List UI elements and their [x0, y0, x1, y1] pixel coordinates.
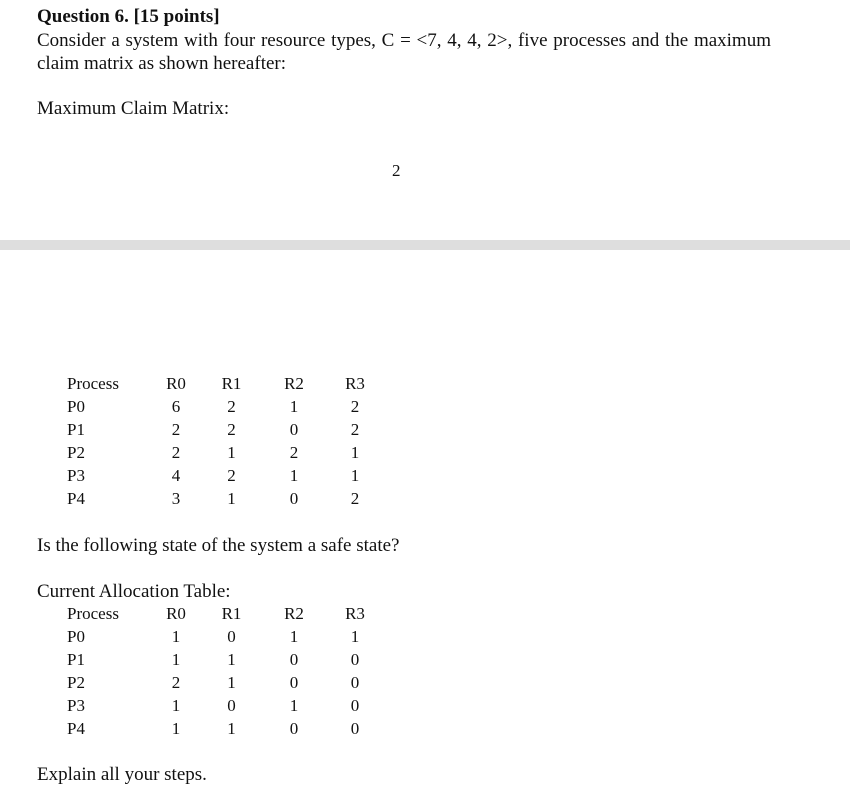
table-row [67, 487, 385, 510]
table-cell: 1 [171, 695, 181, 715]
table-row [67, 694, 385, 717]
table-cell: 2 [227, 396, 236, 416]
explain-instruction: Explain all your steps. [37, 764, 207, 785]
allocation-table [67, 602, 385, 740]
table-cell: 2 [171, 672, 181, 692]
table-cell: 1 [227, 649, 236, 669]
table-cell: 2 [350, 488, 360, 508]
table-cell: 1 [350, 626, 360, 646]
question-intro: Consider a system with four resource types, C = <7, 4, 4, 2>, five processes and the maximum claim matrix as shown hereafter: [37, 30, 771, 74]
table-cell: 0 [289, 488, 299, 508]
table-cell: 1 [289, 626, 299, 646]
header-cell: Process [67, 603, 119, 623]
table-header-row [67, 372, 385, 395]
header-cell: R3 [345, 603, 365, 623]
table-cell: 1 [350, 465, 360, 485]
header-cell: R0 [166, 373, 186, 393]
page-separator [0, 240, 850, 250]
header-cell: R0 [166, 603, 186, 623]
table-cell: 2 [227, 465, 236, 485]
table-row [67, 464, 385, 487]
table-cell: 0 [350, 718, 360, 738]
max-claim-label: Maximum Claim Matrix: [37, 98, 230, 119]
table-cell: 2 [227, 419, 236, 439]
table-cell: 1 [227, 442, 236, 462]
table-cell: P0 [67, 396, 85, 416]
header-cell: R2 [284, 373, 304, 393]
table-cell: 1 [171, 649, 181, 669]
table-cell: P2 [67, 442, 85, 462]
table-cell: 2 [350, 419, 360, 439]
table-row [67, 717, 385, 740]
table-cell: 1 [289, 695, 299, 715]
table-row [67, 671, 385, 694]
header-cell: Process [67, 373, 119, 393]
table-cell: 0 [227, 626, 236, 646]
allocation-label: Current Allocation Table: [37, 581, 231, 602]
header-cell: R2 [284, 603, 304, 623]
table-cell: 0 [227, 695, 236, 715]
header-cell: R3 [345, 373, 365, 393]
table-cell: P2 [67, 672, 85, 692]
table-cell: 1 [227, 718, 236, 738]
table-cell: 2 [171, 419, 181, 439]
table-cell: 0 [289, 718, 299, 738]
table-cell: 0 [289, 419, 299, 439]
table-cell: 2 [350, 396, 360, 416]
table-cell: 0 [289, 672, 299, 692]
table-row [67, 418, 385, 441]
table-cell: P4 [67, 488, 85, 508]
table-cell: 1 [171, 626, 181, 646]
table-cell: 2 [171, 442, 181, 462]
table-header-row [67, 602, 385, 625]
header-cell: R1 [221, 373, 242, 393]
table-cell: 0 [350, 695, 360, 715]
safe-state-question: Is the following state of the system a safe state? [37, 535, 400, 556]
table-cell: 1 [227, 488, 236, 508]
table-row [67, 648, 385, 671]
table-cell: 2 [289, 442, 299, 462]
table-cell: 1 [227, 672, 236, 692]
table-cell: P1 [67, 649, 85, 669]
table-cell: 1 [289, 396, 299, 416]
header-cell: R1 [221, 603, 242, 623]
table-cell: 1 [171, 718, 181, 738]
table-cell: P4 [67, 718, 85, 738]
table-cell: 4 [171, 465, 181, 485]
table-cell: P3 [67, 695, 85, 715]
table-row [67, 625, 385, 648]
table-row [67, 395, 385, 418]
table-cell: 3 [171, 488, 181, 508]
table-cell: 0 [350, 649, 360, 669]
table-cell: P3 [67, 465, 85, 485]
table-cell: 6 [171, 396, 181, 416]
table-cell: 1 [289, 465, 299, 485]
table-cell: P0 [67, 626, 85, 646]
table-row [67, 441, 385, 464]
question-heading: Question 6. [15 points] [37, 6, 220, 27]
table-cell: 0 [350, 672, 360, 692]
page-number: 2 [392, 161, 401, 180]
table-cell: 0 [289, 649, 299, 669]
table-cell: 1 [350, 442, 360, 462]
max-claim-table [67, 372, 385, 510]
table-cell: P1 [67, 419, 85, 439]
